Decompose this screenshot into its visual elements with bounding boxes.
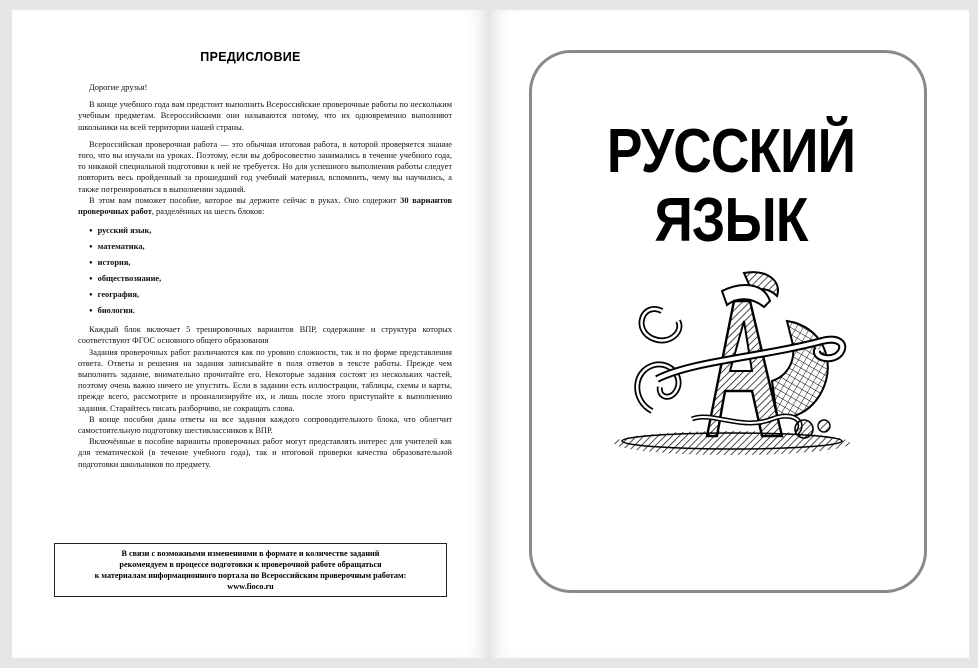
right-page: [489, 10, 969, 658]
paragraph: Каждый блок включает 5 тренировочных вариантов ВПР, содержание и структура которых соответствуют ФГОС основного общего образования: [78, 325, 452, 346]
list-item: ● история,: [89, 255, 452, 271]
paragraph: В конце пособия даны ответы на все задания каждого сопроводительного блока, что облегчит самостоятельную подготовку шестиклассников к ВПР.: [78, 414, 452, 436]
intro-text: В этом вам поможет пособие, которое вы держите сейчас в руках. Оно содержит: [89, 195, 401, 205]
left-page: [12, 10, 489, 658]
list-item: ● география,: [89, 287, 452, 303]
cover-title-line-2: ЯЗЫК: [654, 186, 808, 255]
paragraph: Включённые в пособие варианты проверочных работ могут представлять интерес для учителей как для тематической (в течение учебного года), так и итоговой проверки качества образовательной подготовки школьников по предмету.: [78, 437, 452, 469]
cover-frame: [529, 50, 927, 593]
notice-line: рекомендуем в процессе подготовки к проверочной работе обращаться: [119, 559, 382, 569]
notice-line: В связи с возможными изменениями в формате и количестве заданий: [121, 548, 380, 558]
ornamental-letter-a-icon: [592, 261, 862, 461]
notice-link[interactable]: www.fioco.ru: [227, 582, 274, 592]
paragraph: Задания проверочных работ различаются как по уровню сложности, так и по форме представления ответа. Ответы и решения на задания записывайте в поля ответов в тексте работы. Прежде чем выполнить задание, внимательно прочитайте его. Некоторые задания состоят из нескольких частей, поэтому очень важно ничего не упустить. Если в задании есть иллюстрации, таблицы, схемы и карты, прежде всего, рассмотрите и проанализируйте их, и лишь после этого приступайте к выполнению задания. Старайтесь писать разборчиво, не сокращать слова.: [78, 347, 452, 413]
notice-box: [54, 543, 447, 597]
intro-paragraph: [78, 195, 452, 217]
list-item: ● обществознание,: [89, 271, 452, 287]
page-heading: ПРЕДИСЛОВИЕ: [200, 50, 301, 64]
preface-text: [78, 82, 452, 470]
paragraph: Всероссийская проверочная работа — это обычная итоговая работа, в которой проверяется знание того, что вы изучали на уроках. Поэтому, если вы добросовестно занимались в течение учебного года, то никакой специальной подготовки к ней не требуется. Но для успешного выполнения работы следует повторить весь пройденный за прошедший год учебный материал, вспомнить, чему вы научились, а также потренироваться в выполнении заданий.: [78, 139, 452, 194]
list-item: ● русский язык,: [89, 223, 452, 239]
list-item: ● биология.: [89, 303, 452, 319]
greeting: Дорогие друзья!: [89, 83, 148, 92]
intro-bold: 30 вариантов проверочных работ: [78, 195, 452, 217]
intro-tail: , разделённых на шесть блоков:: [151, 207, 265, 217]
paragraph: В конце учебного года вам предстоит выполнить Всероссийские проверочные работы по нескольким учебным предметам. Всероссийскими они называются потому, что их одновременно выполняют школьники на всей территории нашей страны.: [78, 100, 452, 132]
list-item: ● математика,: [89, 239, 452, 255]
notice-line: к материалам информационного портала по Всероссийским проверочным работам:: [94, 571, 407, 580]
subject-list: [78, 223, 452, 319]
cover-title-line-1: РУССКИЙ: [606, 117, 856, 186]
